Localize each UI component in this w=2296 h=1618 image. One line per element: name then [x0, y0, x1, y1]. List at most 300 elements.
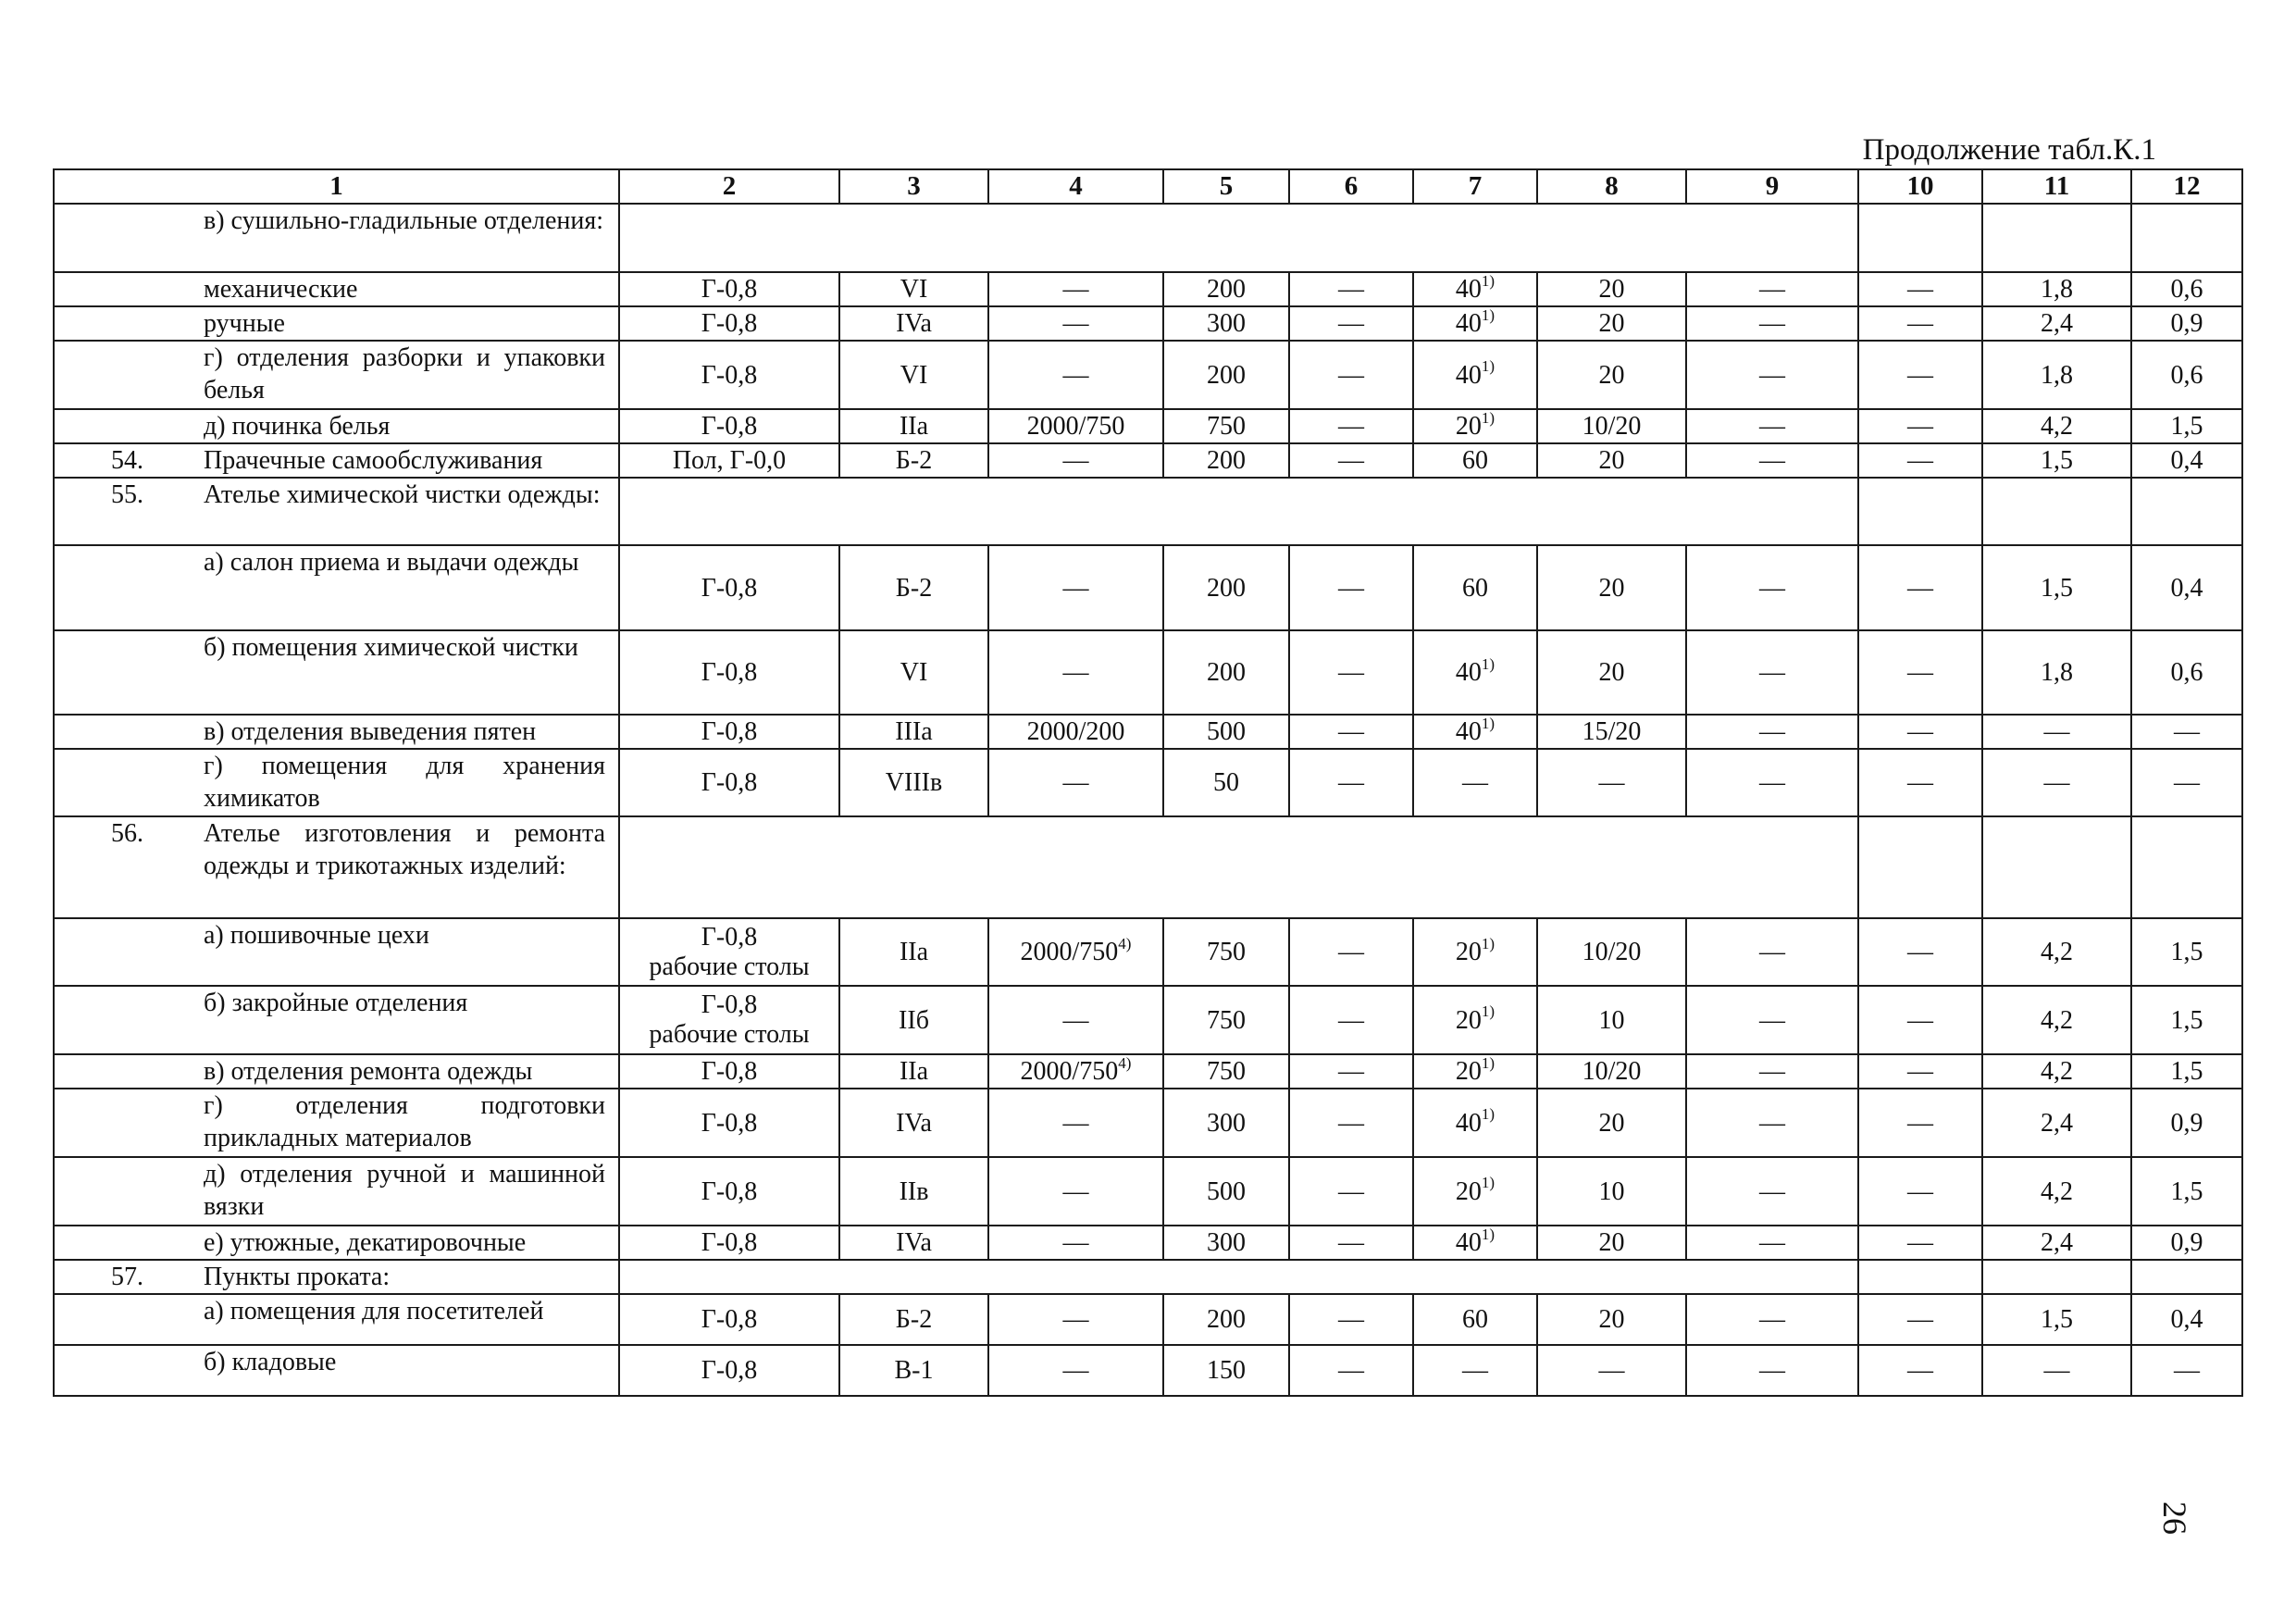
- empty-cell: [619, 1260, 1858, 1294]
- cell: VI: [839, 341, 988, 409]
- cell-value: 20: [1455, 412, 1482, 441]
- cell: [1413, 1089, 1537, 1157]
- cell-value: 20: [1455, 1005, 1482, 1035]
- cell: 750: [1163, 1054, 1289, 1089]
- cell: [1413, 1054, 1537, 1089]
- row-number: [54, 986, 200, 1054]
- cell-value: Г-0,8: [701, 922, 758, 952]
- empty-cell: [1858, 816, 1982, 918]
- cell: 300: [1163, 306, 1289, 341]
- cell: [1413, 986, 1537, 1054]
- cell: Б-2: [839, 443, 988, 478]
- footnote-mark: 1): [1481, 409, 1496, 427]
- cell: [988, 918, 1163, 986]
- column-header: 2: [619, 169, 839, 204]
- table-row: [54, 1157, 2242, 1226]
- cell: IIa: [839, 409, 988, 443]
- cell: IIб: [839, 986, 988, 1054]
- cell: Г-0,8: [619, 749, 839, 816]
- table-continuation-caption: Продолжение табл.К.1: [1862, 133, 2156, 167]
- dash-cell: —: [1289, 409, 1413, 443]
- cell: 0,4: [2131, 545, 2242, 630]
- cell: [1413, 306, 1537, 341]
- cell-value: Г-0,8: [701, 990, 758, 1019]
- column-header: 5: [1163, 169, 1289, 204]
- row-name: д) отделения ручной и машинной вязки: [200, 1157, 619, 1226]
- cell: Г-0,8: [619, 630, 839, 715]
- cell: 200: [1163, 272, 1289, 306]
- dash-cell: —: [1858, 715, 1982, 749]
- cell-value: 2000/750: [1020, 938, 1119, 966]
- cell: 1,8: [1982, 341, 2131, 409]
- dash-cell: —: [1413, 1345, 1537, 1396]
- table-row: [54, 816, 2242, 918]
- footnote-mark: 1): [1481, 306, 1496, 324]
- column-header: 9: [1686, 169, 1858, 204]
- empty-cell: [619, 816, 1858, 918]
- cell: 1,5: [2131, 409, 2242, 443]
- dash-cell: —: [1537, 749, 1686, 816]
- dash-cell: —: [2131, 1345, 2242, 1396]
- column-header: 10: [1858, 169, 1982, 204]
- column-header: 11: [1982, 169, 2131, 204]
- row-number: [54, 630, 200, 715]
- dash-cell: —: [1686, 918, 1858, 986]
- row-name: ручные: [200, 306, 619, 341]
- row-number: [54, 1294, 200, 1345]
- cell: Б-2: [839, 545, 988, 630]
- cell: 2,4: [1982, 1089, 2131, 1157]
- row-name: б) закройные отделения: [200, 986, 619, 1054]
- cell: 20: [1537, 272, 1686, 306]
- table-row: [54, 918, 2242, 986]
- row-name: в) отделения выведения пятен: [200, 715, 619, 749]
- empty-cell: [1858, 478, 1982, 545]
- dash-cell: —: [988, 1294, 1163, 1345]
- dash-cell: —: [988, 986, 1163, 1054]
- dash-cell: —: [1686, 545, 1858, 630]
- row-name: г) помещения для хранения химикатов: [200, 749, 619, 816]
- dash-cell: —: [1289, 1089, 1413, 1157]
- empty-cell: [1858, 1260, 1982, 1294]
- cell: [1413, 630, 1537, 715]
- footnote-mark: 1): [1481, 654, 1496, 673]
- cell: Г-0,8: [619, 1226, 839, 1260]
- dash-cell: —: [1858, 443, 1982, 478]
- dash-cell: —: [1289, 1294, 1413, 1345]
- dash-cell: —: [1289, 630, 1413, 715]
- row-number: [54, 1054, 200, 1089]
- table-row: [54, 545, 2242, 630]
- footnote-mark: 1): [1481, 1226, 1496, 1243]
- dash-cell: —: [988, 306, 1163, 341]
- row-number: 57.: [54, 1260, 200, 1294]
- cell-note: рабочие столы: [649, 952, 810, 981]
- cell: Пол, Г-0,0: [619, 443, 839, 478]
- dash-cell: —: [1686, 1157, 1858, 1226]
- cell: Б-2: [839, 1294, 988, 1345]
- cell: [1413, 1226, 1537, 1260]
- row-number: 55.: [54, 478, 200, 545]
- cell: 300: [1163, 1089, 1289, 1157]
- cell-value: 40: [1455, 658, 1482, 687]
- dash-cell: —: [988, 1089, 1163, 1157]
- dash-cell: —: [1289, 272, 1413, 306]
- row-number: [54, 918, 200, 986]
- dash-cell: —: [1858, 409, 1982, 443]
- row-name: Пункты проката:: [200, 1260, 619, 1294]
- dash-cell: —: [1686, 272, 1858, 306]
- cell-value: 20: [1455, 938, 1482, 966]
- footnote-mark: 1): [1481, 934, 1496, 952]
- empty-cell: [619, 204, 1858, 272]
- table-row: [54, 986, 2242, 1054]
- dash-cell: —: [1686, 1345, 1858, 1396]
- cell-value: 2000/750: [1020, 1057, 1119, 1086]
- cell-value: 40: [1455, 360, 1482, 390]
- dash-cell: —: [1289, 1345, 1413, 1396]
- cell-value: 40: [1455, 1108, 1482, 1138]
- dash-cell: —: [988, 341, 1163, 409]
- column-header: 7: [1413, 169, 1537, 204]
- cell: VI: [839, 630, 988, 715]
- dash-cell: —: [988, 1226, 1163, 1260]
- cell: Г-0,8: [619, 409, 839, 443]
- cell-value: 20: [1455, 1057, 1482, 1086]
- cell: 20: [1537, 630, 1686, 715]
- cell: Г-0,8: [619, 1294, 839, 1345]
- cell: [619, 986, 839, 1054]
- dash-cell: —: [988, 1157, 1163, 1226]
- dash-cell: —: [1686, 1226, 1858, 1260]
- cell: 4,2: [1982, 986, 2131, 1054]
- cell: 1,5: [2131, 1157, 2242, 1226]
- cell-value: 40: [1455, 1228, 1482, 1257]
- empty-cell: [2131, 204, 2242, 272]
- table-row: [54, 1089, 2242, 1157]
- cell: 0,9: [2131, 306, 2242, 341]
- row-number: [54, 715, 200, 749]
- cell: 1,5: [1982, 545, 2131, 630]
- cell-value: 40: [1455, 275, 1482, 304]
- table-row: [54, 478, 2242, 545]
- dash-cell: —: [1289, 715, 1413, 749]
- cell: 50: [1163, 749, 1289, 816]
- dash-cell: —: [1289, 306, 1413, 341]
- row-number: 56.: [54, 816, 200, 918]
- cell: 10: [1537, 1157, 1686, 1226]
- cell: Г-0,8: [619, 715, 839, 749]
- cell: IIa: [839, 1054, 988, 1089]
- cell: 20: [1537, 545, 1686, 630]
- table-row: [54, 630, 2242, 715]
- cell-value: 40: [1455, 717, 1482, 746]
- dash-cell: —: [1858, 1345, 1982, 1396]
- table-row: [54, 1294, 2242, 1345]
- dash-cell: —: [1982, 1345, 2131, 1396]
- dash-cell: —: [1686, 1294, 1858, 1345]
- cell: 4,2: [1982, 1054, 2131, 1089]
- dash-cell: —: [1858, 272, 1982, 306]
- row-number: [54, 1226, 200, 1260]
- dash-cell: —: [1686, 1089, 1858, 1157]
- dash-cell: —: [1858, 1089, 1982, 1157]
- cell: 0,9: [2131, 1089, 2242, 1157]
- cell: 20: [1537, 1226, 1686, 1260]
- cell: IVa: [839, 1226, 988, 1260]
- row-number: [54, 1089, 200, 1157]
- cell-value: 40: [1455, 309, 1482, 338]
- cell: IIa: [839, 918, 988, 986]
- row-name: г) отделения подготовки прикладных материалов: [200, 1089, 619, 1157]
- row-number: [54, 545, 200, 630]
- dash-cell: —: [1289, 443, 1413, 478]
- table-row: [54, 749, 2242, 816]
- dash-cell: —: [1858, 545, 1982, 630]
- dash-cell: —: [988, 443, 1163, 478]
- dash-cell: —: [1686, 986, 1858, 1054]
- cell: 300: [1163, 1226, 1289, 1260]
- dash-cell: —: [1289, 986, 1413, 1054]
- dash-cell: —: [1686, 341, 1858, 409]
- cell: 1,5: [2131, 986, 2242, 1054]
- cell: 0,4: [2131, 1294, 2242, 1345]
- dash-cell: —: [1686, 443, 1858, 478]
- row-number: [54, 409, 200, 443]
- cell: 0,6: [2131, 272, 2242, 306]
- row-number: [54, 1345, 200, 1396]
- cell: [1413, 272, 1537, 306]
- dash-cell: —: [1289, 749, 1413, 816]
- table-row: [54, 204, 2242, 272]
- cell: 750: [1163, 409, 1289, 443]
- dash-cell: —: [1858, 1226, 1982, 1260]
- dash-cell: —: [1289, 1226, 1413, 1260]
- cell: Г-0,8: [619, 306, 839, 341]
- row-number: [54, 341, 200, 409]
- cell: 0,6: [2131, 630, 2242, 715]
- dash-cell: —: [1858, 1157, 1982, 1226]
- cell: 1,8: [1982, 272, 2131, 306]
- row-name: Ателье изготовления и ремонта одежды и трикотажных изделий:: [200, 816, 619, 918]
- dash-cell: —: [1858, 306, 1982, 341]
- cell: 1,5: [1982, 1294, 2131, 1345]
- table-row: [54, 715, 2242, 749]
- cell: 2000/200: [988, 715, 1163, 749]
- dash-cell: —: [1858, 1054, 1982, 1089]
- cell: 10: [1537, 986, 1686, 1054]
- cell: Г-0,8: [619, 1089, 839, 1157]
- cell: [1413, 918, 1537, 986]
- cell: 15/20: [1537, 715, 1686, 749]
- footnote-mark: 4): [1118, 1054, 1132, 1072]
- cell: [988, 1054, 1163, 1089]
- row-name: е) утюжные, декатировочные: [200, 1226, 619, 1260]
- footnote-mark: 1): [1481, 1174, 1496, 1192]
- column-header: 1: [54, 169, 619, 204]
- cell: 200: [1163, 443, 1289, 478]
- cell: Г-0,8: [619, 1054, 839, 1089]
- cell: 20: [1537, 341, 1686, 409]
- cell: Г-0,8: [619, 1157, 839, 1226]
- dash-cell: —: [1858, 918, 1982, 986]
- cell: 1,5: [2131, 1054, 2242, 1089]
- dash-cell: —: [1289, 1157, 1413, 1226]
- cell: 4,2: [1982, 409, 2131, 443]
- cell: 10/20: [1537, 918, 1686, 986]
- column-header: 4: [988, 169, 1163, 204]
- dash-cell: —: [1858, 1294, 1982, 1345]
- cell: IVa: [839, 1089, 988, 1157]
- cell: 4,2: [1982, 918, 2131, 986]
- row-name: в) сушильно-гладильные отделения:: [200, 204, 619, 272]
- cell: 200: [1163, 545, 1289, 630]
- row-number: [54, 204, 200, 272]
- row-name: а) помещения для посетителей: [200, 1294, 619, 1345]
- column-header: 12: [2131, 169, 2242, 204]
- dash-cell: —: [1686, 409, 1858, 443]
- dash-cell: —: [1858, 630, 1982, 715]
- cell: 200: [1163, 341, 1289, 409]
- table-row: [54, 1226, 2242, 1260]
- table-row: [54, 409, 2242, 443]
- table-row: [54, 443, 2242, 478]
- cell: IIв: [839, 1157, 988, 1226]
- dash-cell: —: [1289, 545, 1413, 630]
- cell: Г-0,8: [619, 1345, 839, 1396]
- footnote-mark: 1): [1481, 357, 1496, 376]
- cell: 20: [1537, 1294, 1686, 1345]
- table-row: [54, 1260, 2242, 1294]
- row-name: б) помещения химической чистки: [200, 630, 619, 715]
- dash-cell: —: [988, 545, 1163, 630]
- dash-cell: —: [1858, 986, 1982, 1054]
- column-header: 6: [1289, 169, 1413, 204]
- dash-cell: —: [1982, 715, 2131, 749]
- empty-cell: [2131, 1260, 2242, 1294]
- dash-cell: —: [1686, 1054, 1858, 1089]
- dash-cell: —: [988, 749, 1163, 816]
- cell: 10/20: [1537, 409, 1686, 443]
- footnote-mark: 1): [1481, 1054, 1496, 1072]
- cell: 200: [1163, 1294, 1289, 1345]
- empty-cell: [1858, 204, 1982, 272]
- lighting-norms-table: [53, 168, 2243, 1397]
- dash-cell: —: [1289, 918, 1413, 986]
- row-name: д) починка белья: [200, 409, 619, 443]
- table-row: [54, 1345, 2242, 1396]
- cell: 2000/750: [988, 409, 1163, 443]
- dash-cell: —: [1686, 715, 1858, 749]
- row-number: [54, 306, 200, 341]
- cell: 60: [1413, 1294, 1537, 1345]
- dash-cell: —: [1686, 749, 1858, 816]
- cell: 750: [1163, 986, 1289, 1054]
- cell: 10/20: [1537, 1054, 1686, 1089]
- cell: 4,2: [1982, 1157, 2131, 1226]
- empty-cell: [1982, 204, 2131, 272]
- dash-cell: —: [1858, 341, 1982, 409]
- cell: 0,4: [2131, 443, 2242, 478]
- cell: 2,4: [1982, 306, 2131, 341]
- header-row: [54, 169, 2242, 204]
- cell: 500: [1163, 715, 1289, 749]
- row-number: [54, 1157, 200, 1226]
- dash-cell: —: [2131, 749, 2242, 816]
- empty-cell: [619, 478, 1858, 545]
- cell: VI: [839, 272, 988, 306]
- dash-cell: —: [2131, 715, 2242, 749]
- cell: [1413, 715, 1537, 749]
- cell: 0,6: [2131, 341, 2242, 409]
- footnote-mark: 4): [1118, 934, 1132, 952]
- dash-cell: —: [1413, 749, 1537, 816]
- cell: [1413, 341, 1537, 409]
- cell: 200: [1163, 630, 1289, 715]
- cell: В-1: [839, 1345, 988, 1396]
- footnote-mark: 1): [1481, 1002, 1496, 1021]
- table-row: [54, 306, 2242, 341]
- cell: 500: [1163, 1157, 1289, 1226]
- table-row: [54, 1054, 2242, 1089]
- cell: 2,4: [1982, 1226, 2131, 1260]
- page-number: 26: [2156, 1501, 2193, 1535]
- cell: 0,9: [2131, 1226, 2242, 1260]
- cell: IIIa: [839, 715, 988, 749]
- cell: 60: [1413, 545, 1537, 630]
- column-header: 8: [1537, 169, 1686, 204]
- cell: Г-0,8: [619, 272, 839, 306]
- cell: Г-0,8: [619, 341, 839, 409]
- cell: 1,5: [1982, 443, 2131, 478]
- cell: 20: [1537, 306, 1686, 341]
- table-row: [54, 272, 2242, 306]
- row-name: г) отделения разборки и упаковки белья: [200, 341, 619, 409]
- cell: 1,8: [1982, 630, 2131, 715]
- dash-cell: —: [1289, 341, 1413, 409]
- dash-cell: —: [988, 630, 1163, 715]
- empty-cell: [1982, 478, 2131, 545]
- footnote-mark: 1): [1481, 715, 1496, 732]
- row-name: а) пошивочные цехи: [200, 918, 619, 986]
- cell: 750: [1163, 918, 1289, 986]
- dash-cell: —: [1289, 1054, 1413, 1089]
- row-name: в) отделения ремонта одежды: [200, 1054, 619, 1089]
- dash-cell: —: [988, 272, 1163, 306]
- row-number: [54, 749, 200, 816]
- footnote-mark: 1): [1481, 272, 1496, 290]
- cell: [619, 918, 839, 986]
- row-name: Прачечные самообслуживания: [200, 443, 619, 478]
- dash-cell: —: [1537, 1345, 1686, 1396]
- dash-cell: —: [1858, 749, 1982, 816]
- dash-cell: —: [1686, 630, 1858, 715]
- cell: 20: [1537, 1089, 1686, 1157]
- footnote-mark: 1): [1481, 1105, 1496, 1124]
- empty-cell: [2131, 816, 2242, 918]
- dash-cell: —: [1982, 749, 2131, 816]
- row-name: б) кладовые: [200, 1345, 619, 1396]
- empty-cell: [2131, 478, 2242, 545]
- cell-note: рабочие столы: [649, 1020, 810, 1049]
- cell: 150: [1163, 1345, 1289, 1396]
- cell: Г-0,8: [619, 545, 839, 630]
- column-header: 3: [839, 169, 988, 204]
- row-name: механические: [200, 272, 619, 306]
- row-name: Ателье химической чистки одежды:: [200, 478, 619, 545]
- cell: 60: [1413, 443, 1537, 478]
- empty-cell: [1982, 1260, 2131, 1294]
